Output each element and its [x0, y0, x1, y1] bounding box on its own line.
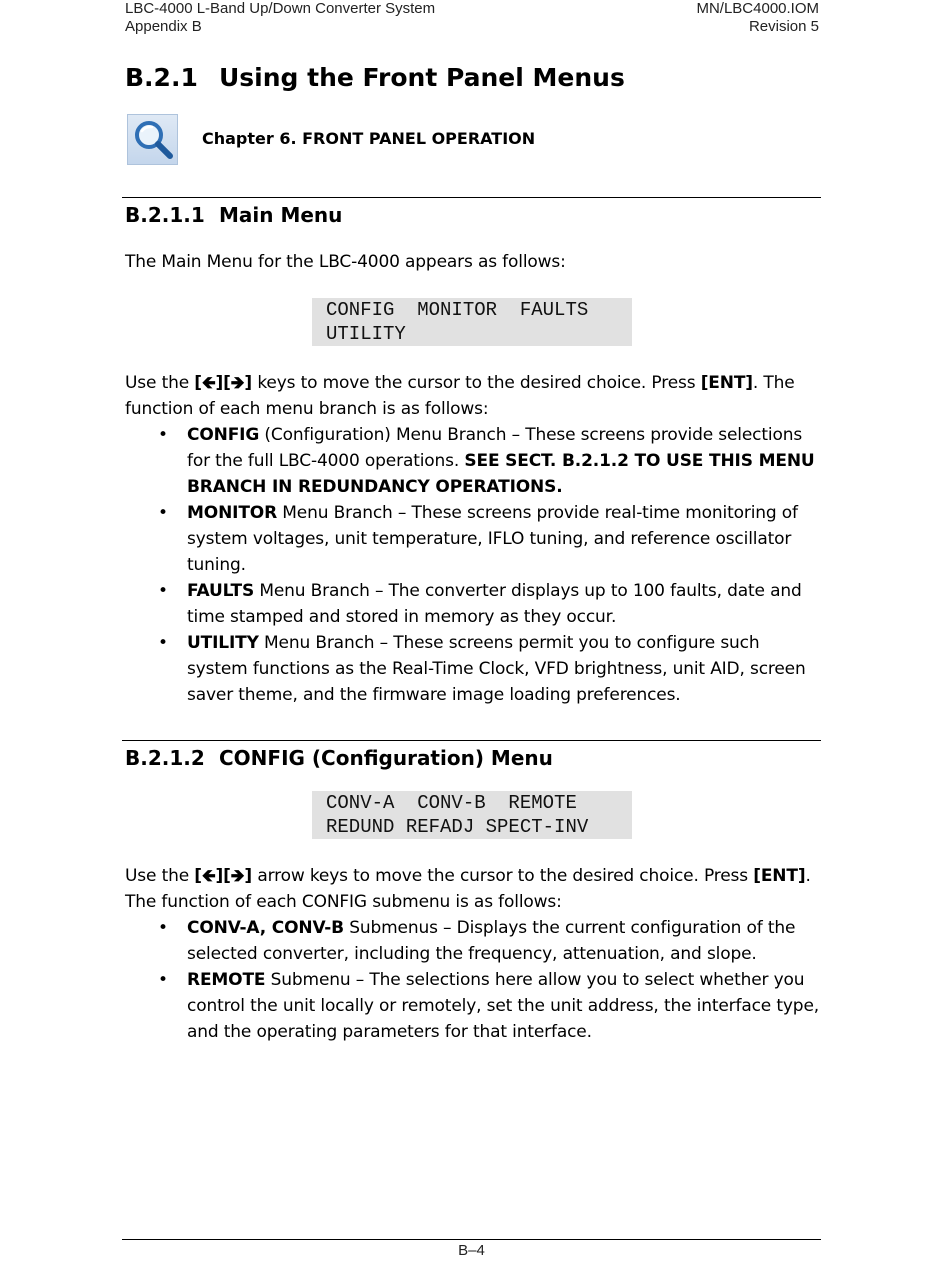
bullet-icon: • [158, 633, 168, 653]
enter-key-label: [ENT] [753, 866, 806, 886]
section-number: B.2.1 [125, 63, 198, 92]
bullet-icon: • [158, 581, 168, 601]
manual-number: MN/LBC4000.IOM [696, 0, 819, 17]
running-header-left [125, 0, 435, 36]
config-menu-display [312, 791, 632, 839]
list-item: • UTILITY Menu Branch – These screens permit you to configure such system functions as the Real-Time Clock, VFD brightness, unit AID, screen saver theme, and the firmware image loading preferences. [125, 630, 825, 708]
section-heading [125, 62, 625, 94]
section-title: Using the Front Panel Menus [219, 63, 625, 92]
main-menu-display [312, 298, 632, 346]
bullet-icon: • [158, 425, 168, 445]
appendix-label: Appendix B [125, 18, 202, 35]
main-menu-heading [125, 201, 342, 229]
subsection-title: Main Menu [219, 203, 343, 227]
display-line-1: CONFIG MONITOR FAULTS [326, 299, 589, 321]
display-line-2: REDUND REFADJ SPECT-INV [326, 816, 589, 838]
document-title: LBC-4000 L-Band Up/Down Converter System [125, 0, 436, 17]
list-item: • MONITOR Menu Branch – These screens provide real-time monitoring of system voltages, unit temperature, IFLO tuning, and reference oscillator tuning. [125, 500, 825, 578]
subsection-number: B.2.1.2 [125, 746, 205, 770]
enter-key-label: [ENT] [700, 373, 753, 393]
subsection-number: B.2.1.1 [125, 203, 205, 227]
magnifier-icon [127, 114, 178, 165]
bullet-icon: • [158, 503, 168, 523]
display-line-1: CONV-A CONV-B REMOTE [326, 792, 577, 814]
config-submenu-list [125, 915, 825, 1045]
list-item: • FAULTS Menu Branch – The converter displays up to 100 faults, date and time stamped and stored in memory as they occur. [125, 578, 825, 630]
bullet-icon: • [158, 918, 168, 938]
config-menu-navigation-text: Use the [🡸][🡺] arrow keys to move the cursor to the desired choice. Press [ENT]. The function of each CONFIG submenu is as follows: [125, 866, 811, 912]
main-menu-intro: The Main Menu for the LBC-4000 appears as follows: [125, 252, 566, 272]
main-menu-navigation-text: Use the [🡸][🡺] keys to move the cursor to the desired choice. Press [ENT]. The function of each menu branch is as follows: [125, 373, 795, 419]
chapter-reference: Chapter 6. FRONT PANEL OPERATION [202, 129, 536, 148]
section-divider [122, 197, 821, 198]
subsection-title: CONFIG (Configuration) Menu [219, 746, 553, 770]
running-header-right [696, 0, 819, 36]
section-divider [122, 740, 821, 741]
main-menu-branch-list [125, 422, 825, 708]
arrow-keys-label: [🡸][🡺] [194, 373, 253, 393]
config-menu-heading [125, 744, 553, 772]
bullet-icon: • [158, 970, 168, 990]
arrow-keys-label: [🡸][🡺] [194, 866, 253, 886]
footer-divider [122, 1239, 821, 1240]
page-number: B–4 [458, 1242, 485, 1259]
list-item: • CONV-A, CONV-B Submenus – Displays the current configuration of the selected converter, including the frequency, attenuation, and slope. [125, 915, 825, 967]
revision-label: Revision 5 [748, 18, 819, 35]
list-item: • CONFIG (Configuration) Menu Branch – These screens provide selections for the full LBC-4000 operations. SEE SECT. B.2.1.2 TO USE THIS MENU BRANCH IN REDUNDANCY OPERATIONS. [125, 422, 825, 500]
display-line-2: UTILITY [326, 323, 406, 345]
list-item: • REMOTE Submenu – The selections here allow you to select whether you control the unit locally or remotely, set the unit address, the interface type, and the operating parameters for that interface. [125, 967, 825, 1045]
